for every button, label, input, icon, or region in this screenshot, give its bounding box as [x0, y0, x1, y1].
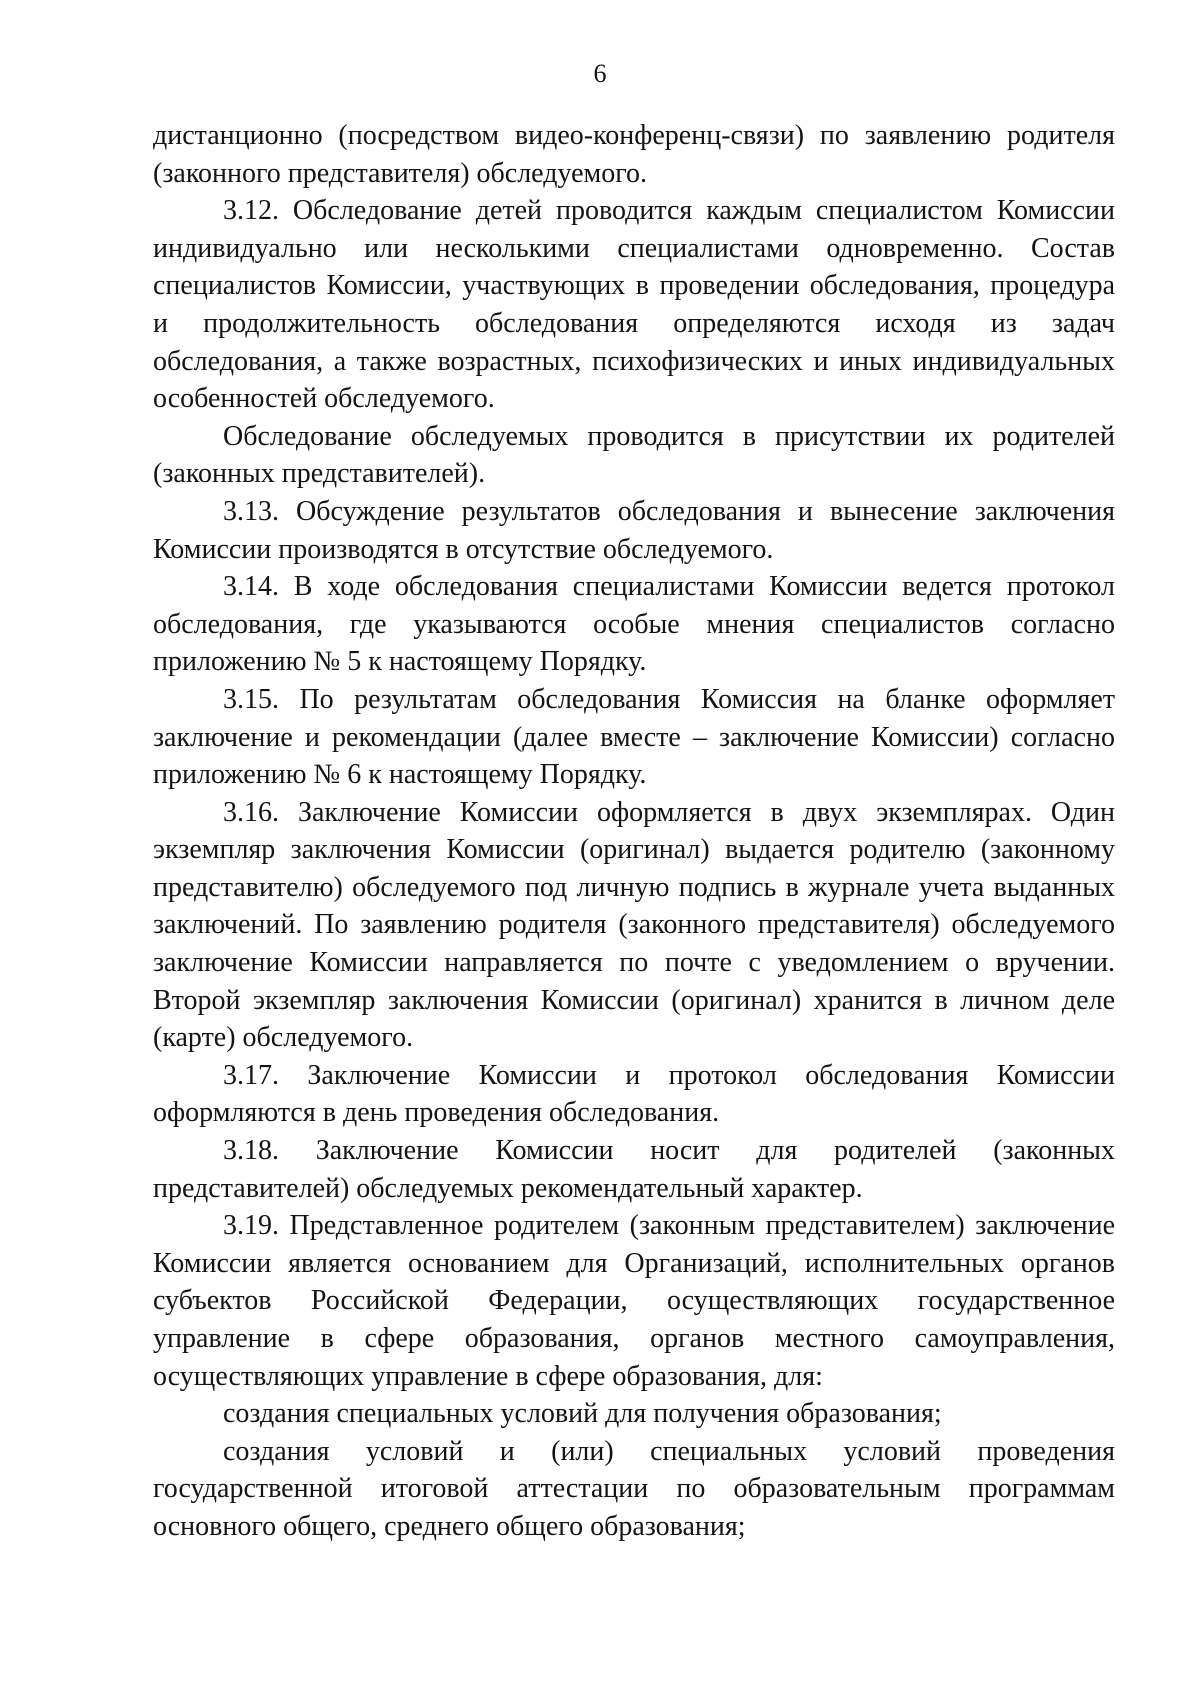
page-number: 6 [593, 59, 607, 88]
document-body [153, 117, 1115, 1546]
paragraph-continuation: дистанционно (посредством видео-конференц-связи) по заявлению родителя (законного представителя) обследуемого. [153, 120, 1115, 189]
paragraph-3-18: 3.18. Заключение Комиссии носит для родителей (законных представителей) обследуемых рекомендательный характер. [153, 1135, 1115, 1204]
paragraph-3-16: 3.16. Заключение Комиссии оформляется в двух экземплярах. Один экземпляр заключения Комиссии (оригинал) выдается родителю (законному представителю) обследуемого под личную подпись в журнале учета выданных заключений. По заявлению родителя (законного представителя) обследуемого заключение Комиссии направляется по почте с уведомлением о вручении. Второй экземпляр заключения Комиссии (оригинал) хранится в личном деле (карте) обследуемого. [153, 796, 1115, 1054]
paragraph-3-14: 3.14. В ходе обследования специалистами Комиссии ведется протокол обследования, где указываются особые мнения специалистов согласно приложению № 5 к настоящему Порядку. [153, 571, 1115, 678]
paragraph-3-12: 3.12. Обследование детей проводится каждым специалистом Комиссии индивидуально или несколькими специалистами одновременно. Состав специалистов Комиссии, участвующих в проведении обследования, процедура и продолжительность обследования определяются исходя из задач обследования, а также возрастных, психофизических и иных индивидуальных особенностей обследуемого. [153, 195, 1115, 415]
list-item-special-conditions: создания специальных условий для получения образования; [223, 1398, 942, 1430]
paragraph-3-13: 3.13. Обсуждение результатов обследования и вынесение заключения Комиссии производятся в отсутствие обследуемого. [153, 495, 1115, 565]
paragraph-3-15: 3.15. По результатам обследования Комиссия на бланке оформляет заключение и рекомендации (далее вместе – заключение Комиссии) согласно приложению № 6 к настоящему Порядку. [153, 683, 1115, 791]
paragraph-3-17: 3.17. Заключение Комиссии и протокол обследования Комиссии оформляются в день проведения обследования. [153, 1059, 1115, 1129]
paragraph-3-19: 3.19. Представленное родителем (законным представителем) заключение Комиссии является основанием для Организаций, исполнительных органов субъектов Российской Федерации, осуществляющих государственное управление в сфере образования, органов местного самоуправления, осуществляющих управление в сфере образования, для: [153, 1210, 1115, 1392]
paragraph-presence-of-parents: Обследование обследуемых проводится в присутствии их родителей (законных представителей). [153, 420, 1115, 490]
list-item-final-attestation: создания условий и (или) специальных условий проведения государственной итоговой аттестации по образовательным программам основного общего, среднего общего образования; [153, 1435, 1115, 1542]
